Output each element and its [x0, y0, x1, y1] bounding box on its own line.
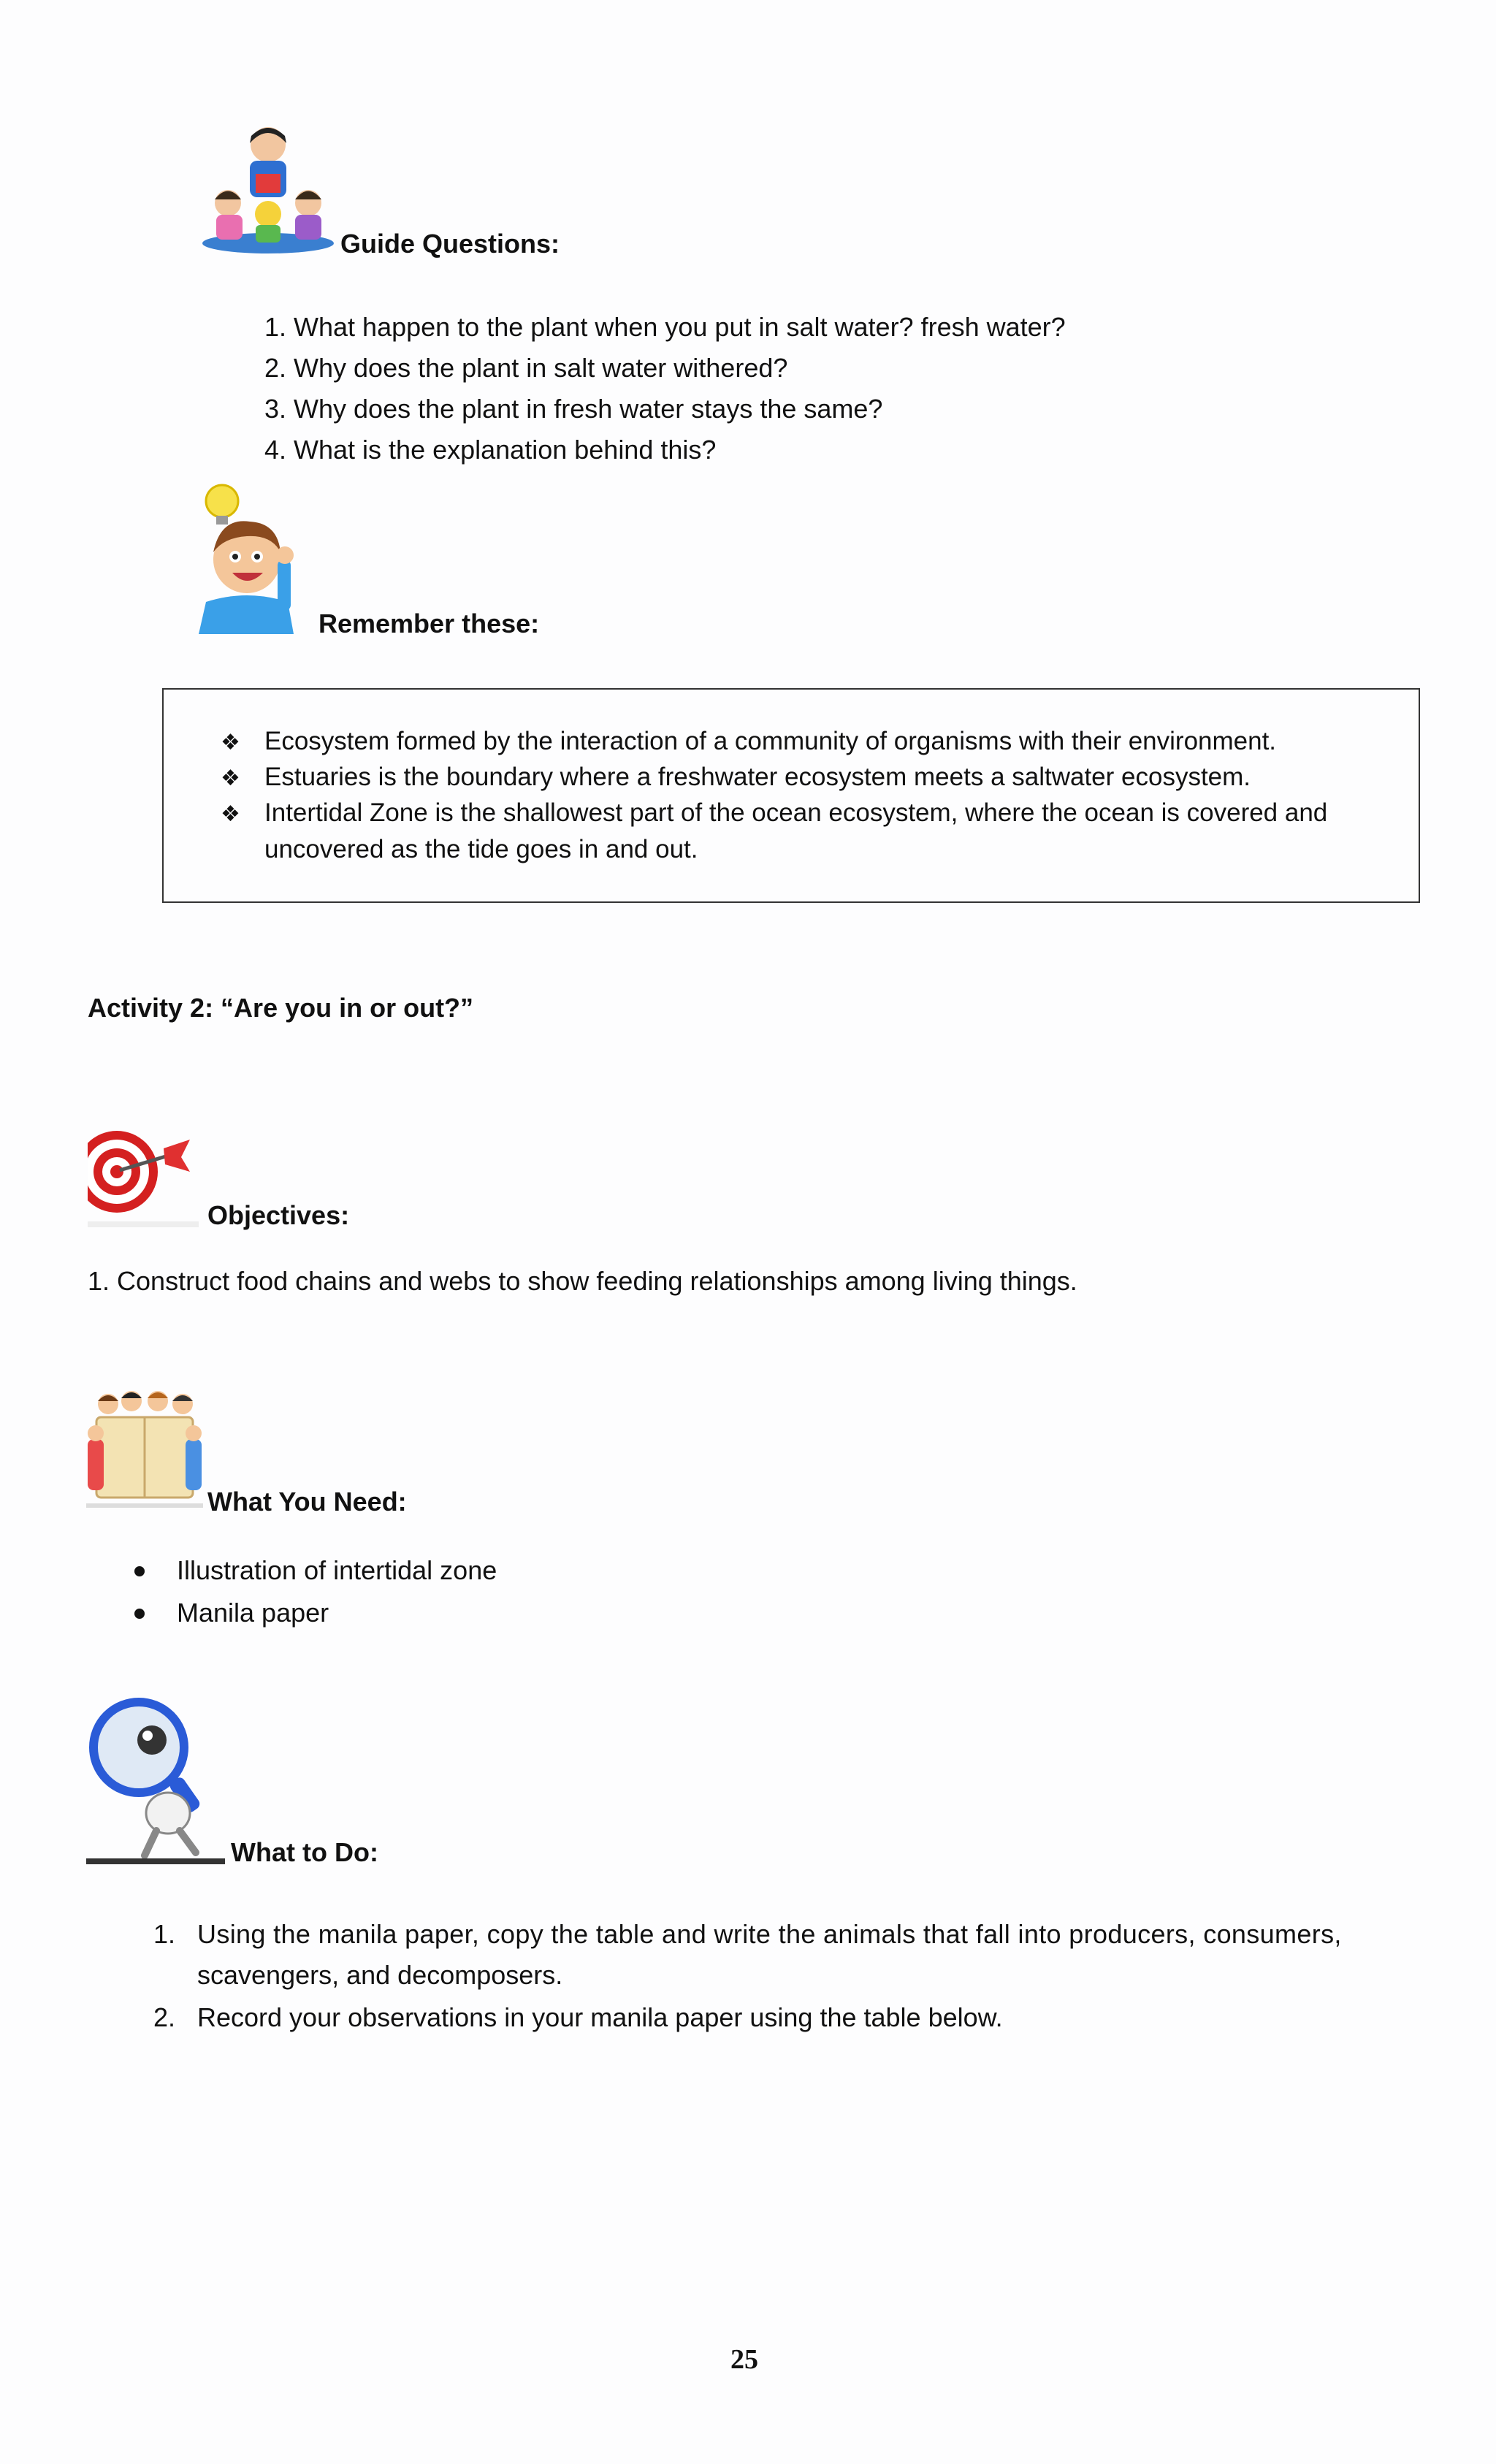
todo-item-1: Using the manila paper, copy the table and write the animals that fall into producers, consumers,: [197, 1919, 1342, 1949]
idea-boy-icon: [191, 479, 302, 634]
todo-number-2: 2.: [153, 2002, 176, 2032]
what-you-need-heading: What You Need:: [207, 1487, 407, 1517]
bullet-icon: [134, 1566, 145, 1576]
remember-item-3: Intertidal Zone is the shallowest part of the ocean ecosystem, where the ocean is covered and: [264, 798, 1328, 827]
what-to-do-heading: What to Do:: [231, 1837, 378, 1867]
magnifier-character-icon: [86, 1696, 225, 1864]
page-number: 25: [730, 2344, 758, 2375]
need-item-2: Manila paper: [177, 1598, 329, 1628]
diamond-bullet-icon: ❖: [221, 801, 240, 827]
children-reading-icon: [199, 123, 337, 256]
diamond-bullet-icon: ❖: [221, 730, 240, 755]
bullet-icon: [134, 1609, 145, 1619]
remember-item-2: Estuaries is the boundary where a freshwater ecosystem meets a saltwater ecosystem.: [264, 763, 1251, 791]
kids-book-icon: [86, 1388, 203, 1512]
need-item-1: Illustration of intertidal zone: [177, 1555, 497, 1585]
guide-question-3: 3. Why does the plant in fresh water stays the same?: [264, 394, 883, 424]
objective-item-1: 1. Construct food chains and webs to show feeding relationships among living things.: [88, 1266, 1077, 1296]
diamond-bullet-icon: ❖: [221, 766, 240, 791]
guide-question-2: 2. Why does the plant in salt water withered?: [264, 353, 788, 383]
remember-heading: Remember these:: [318, 609, 540, 638]
activity-title: Activity 2: “Are you in or out?”: [88, 993, 474, 1023]
objectives-heading: Objectives:: [207, 1200, 350, 1230]
todo-item-1-cont: scavengers, and decomposers.: [197, 1960, 563, 1990]
remember-item-3-cont: uncovered as the tide goes in and out.: [264, 835, 698, 863]
guide-question-1: 1. What happen to the plant when you put in salt water? fresh water?: [264, 312, 1066, 342]
todo-number-1: 1.: [153, 1919, 176, 1949]
guide-question-4: 4. What is the explanation behind this?: [264, 435, 717, 465]
guide-questions-heading: Guide Questions:: [340, 229, 560, 259]
remember-item-1: Ecosystem formed by the interaction of a community of organisms with their environment.: [264, 727, 1277, 755]
target-dart-icon: [88, 1119, 199, 1227]
todo-item-2: Record your observations in your manila paper using the table below.: [197, 2002, 1003, 2032]
